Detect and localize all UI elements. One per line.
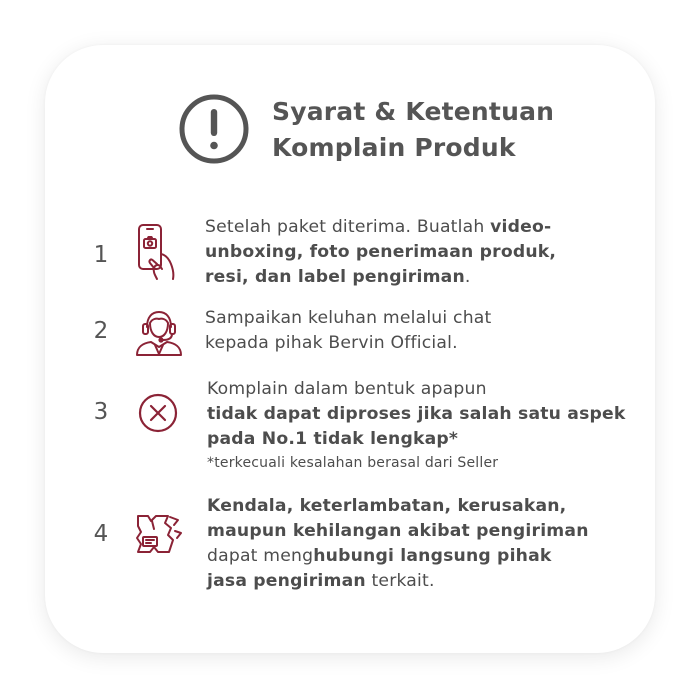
step-4-line-1: Kendala, keterlambatan, kerusakan, [207, 496, 567, 516]
step-3-line-2: tidak dapat diproses jika salah satu aspek [207, 404, 626, 424]
step-2-text [205, 306, 491, 356]
title-line-2: Komplain Produk [272, 133, 516, 162]
step-4-line-3a: dapat meng [207, 546, 314, 566]
step-3-text [207, 377, 626, 474]
step-1-line-2: unboxing, foto penerimaan produk, [205, 242, 557, 262]
step-4-number: 4 [93, 521, 109, 547]
step-2-line-1: Sampaikan keluhan melalui chat [205, 308, 492, 328]
step-4-line-4b: terkait. [365, 571, 435, 591]
phone-camera-hand-icon [133, 222, 179, 282]
damaged-package-icon [134, 511, 184, 557]
step-3-note: *terkecuali kesalahan berasal dari Seller [207, 455, 499, 471]
step-1-line-3a: resi, dan label pengiriman [205, 267, 465, 287]
step-1-line-3b: . [464, 267, 471, 287]
step-3-line-1: Komplain dalam bentuk apapun [207, 379, 487, 399]
title-line-1: Syarat & Ketentuan [272, 97, 555, 126]
step-1-line-1a: Setelah paket diterima. Buatlah [205, 217, 491, 237]
step-1-text [205, 215, 556, 290]
step-4-line-3b: hubungi langsung pihak [313, 546, 552, 566]
step-2-number: 2 [93, 318, 109, 344]
step-4-line-2: maupun kehilangan akibat pengiriman [207, 521, 589, 541]
step-3-line-3: pada No.1 tidak lengkap* [207, 429, 459, 449]
step-1-number: 1 [93, 242, 109, 268]
customer-service-agent-icon [133, 307, 185, 359]
x-circle-icon [137, 392, 179, 434]
step-2-line-2: kepada pihak Bervin Official. [205, 333, 458, 353]
step-4-text [207, 494, 589, 594]
step-1-line-1b: video- [490, 217, 552, 237]
exclamation-circle-icon [178, 93, 250, 165]
step-4-line-4a: jasa pengiriman [207, 571, 366, 591]
page-title [272, 94, 554, 166]
step-3-number: 3 [93, 399, 109, 425]
